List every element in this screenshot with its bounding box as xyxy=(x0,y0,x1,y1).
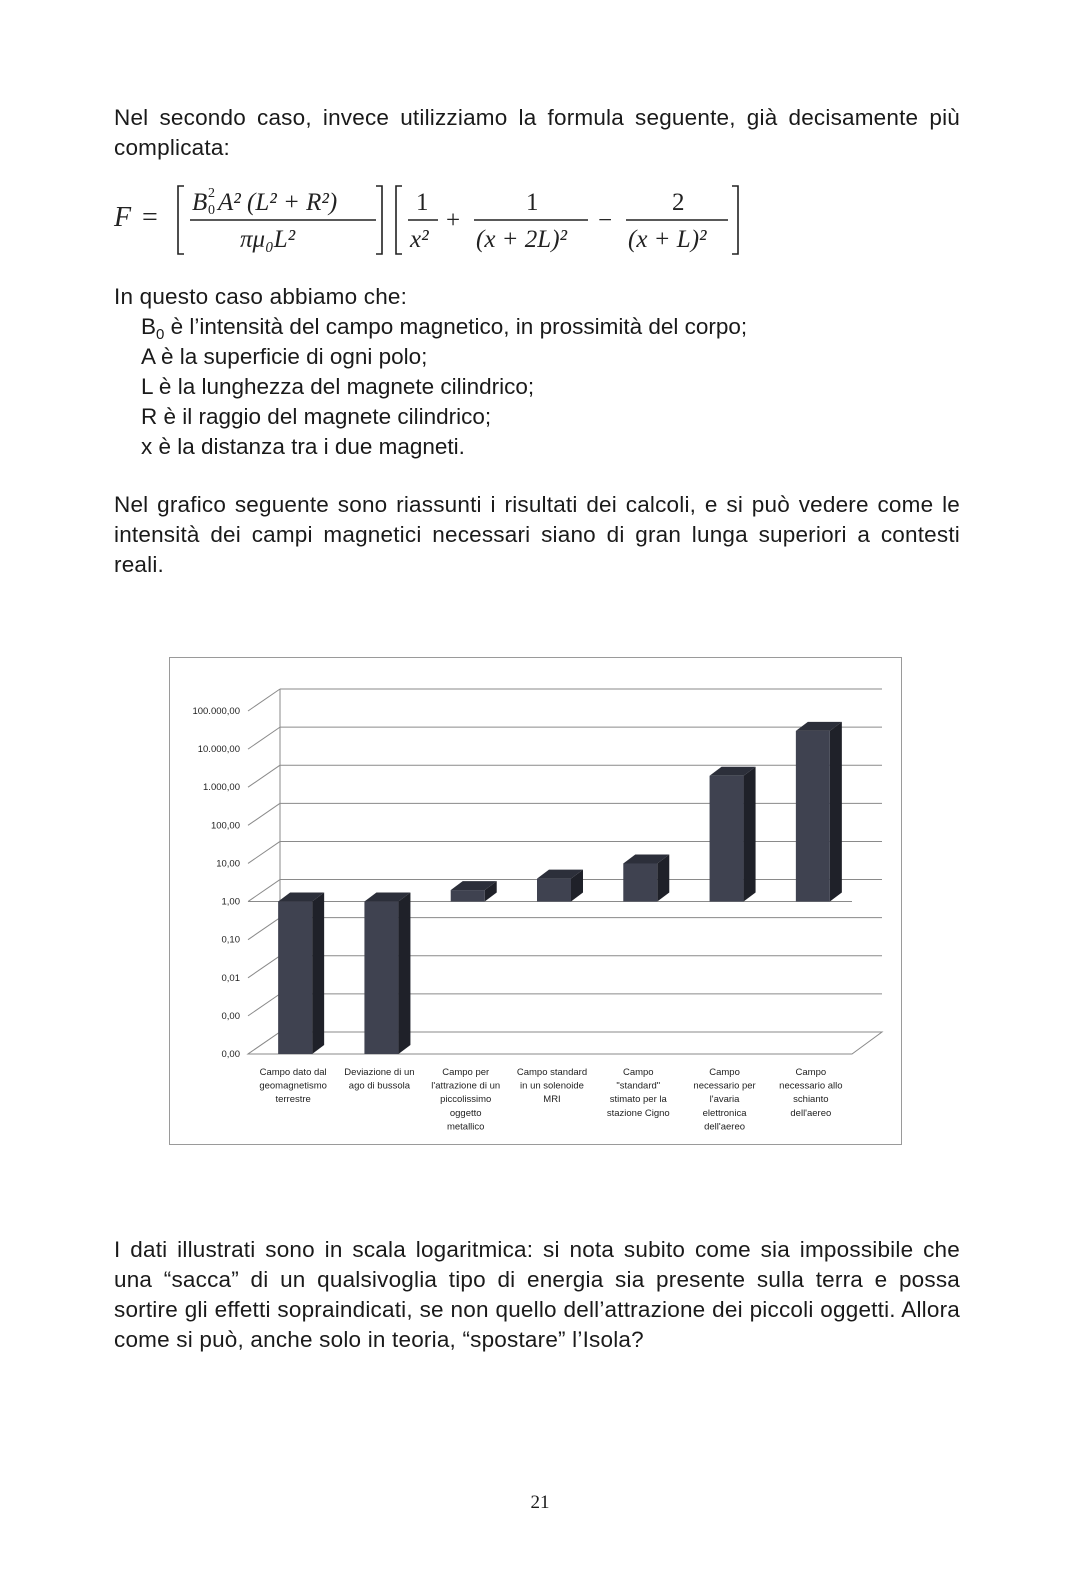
y-tick-label: 100.000,00 xyxy=(192,706,240,717)
formula-b-sup: 2 xyxy=(208,186,215,201)
chart-canvas xyxy=(170,658,903,1146)
x-tick-label: dell'aereo xyxy=(704,1121,746,1133)
x-tick-label: schianto xyxy=(793,1094,829,1106)
y-tick-label: 1,00 xyxy=(221,896,240,908)
bar xyxy=(278,902,312,1054)
gridline-side xyxy=(248,689,280,711)
bar xyxy=(364,902,398,1054)
x-tick-label: in un solenoide xyxy=(520,1080,584,1092)
formula-one-a: 1 xyxy=(416,189,429,216)
x-tick-label: Campo xyxy=(622,1067,654,1078)
formula-b-sub: 0 xyxy=(208,203,215,218)
conclusion-paragraph: I dati illustrati sono in scala logaritmica: si nota subito come sia impossibile che una “sacca” di un qualsivoglia tipo di energia sia presente sulla terra e possa sortire gli effetti sopraindicati, se non quello dell’attrazione dei piccoli oggetti. Allora come si può, anche solo in teoria, “spostare” l’Isola? xyxy=(114,1237,960,1352)
formula-two: 2 xyxy=(672,189,685,216)
x-tick-label: dell'aereo xyxy=(790,1107,832,1119)
x-tick-label: "standard" xyxy=(616,1080,661,1092)
bar-side xyxy=(312,893,324,1054)
gridline-side xyxy=(248,727,280,749)
formula-den4: (x + L)² xyxy=(628,226,707,253)
gridline-side xyxy=(248,994,280,1016)
y-tick-label: 0,10 xyxy=(221,934,240,946)
bar xyxy=(537,879,571,902)
b0-subscript: 0 xyxy=(156,326,165,343)
definitions-list xyxy=(141,312,747,462)
x-tick-label: piccolissimo xyxy=(440,1094,492,1106)
bar xyxy=(710,776,744,902)
x-tick-label: oggetto xyxy=(449,1107,482,1119)
gridline-side xyxy=(248,956,280,978)
chart-floor xyxy=(248,1032,882,1054)
x-tick-label: necessario per xyxy=(693,1080,756,1092)
log-bar-chart xyxy=(169,657,902,1145)
definition-x: x è la distanza tra i due magneti. xyxy=(141,434,465,459)
bar-side xyxy=(830,722,842,902)
formula-plus: + xyxy=(446,207,461,234)
formula-equals: = xyxy=(142,202,158,233)
y-tick-label: 0,00 xyxy=(221,1010,240,1022)
formula-den3: (x + 2L)² xyxy=(476,226,568,253)
intro-paragraph: Nel secondo caso, invece utilizziamo la formula seguente, già decisamente più complicata: xyxy=(114,105,960,160)
formula-one-b: 1 xyxy=(526,189,539,216)
definition-b0 xyxy=(141,312,747,342)
formula-den2: x² xyxy=(410,226,429,253)
y-tick-label: 100,00 xyxy=(210,820,240,832)
x-tick-label: stazione Cigno xyxy=(606,1107,670,1119)
x-tick-label: Campo xyxy=(795,1067,827,1078)
bar xyxy=(623,863,657,901)
bar xyxy=(796,731,830,902)
x-tick-label: metallico xyxy=(446,1121,485,1133)
y-tick-label: 0,01 xyxy=(221,972,240,984)
y-tick-label: 10.000,00 xyxy=(197,744,240,756)
x-tick-label: Campo dato dal xyxy=(259,1067,327,1078)
page-number: 21 xyxy=(530,1492,550,1513)
gridline-side xyxy=(248,918,280,940)
x-tick-label: geomagnetismo xyxy=(259,1080,327,1092)
x-tick-label: MRI xyxy=(543,1094,561,1106)
x-tick-label: l'attrazione di un xyxy=(431,1080,501,1092)
x-tick-label: Deviazione di un xyxy=(344,1067,415,1078)
formula-num1: A² (L² + R²) xyxy=(218,189,338,216)
bar-side xyxy=(398,893,410,1054)
x-tick-label: ago di bussola xyxy=(348,1080,411,1092)
gridline-side xyxy=(248,803,280,825)
y-tick-label: 0,00 xyxy=(221,1049,240,1060)
b0-text: è l’intensità del campo magnetico, in prossimità del corpo; xyxy=(164,314,748,339)
definition-a: A è la superficie di ogni polo; xyxy=(141,344,428,369)
x-tick-label: Campo per xyxy=(442,1067,490,1078)
formula-den1: πμ₀L² xyxy=(240,226,296,253)
formula-minus: − xyxy=(598,207,613,234)
bar-side xyxy=(744,767,756,902)
gridline-side xyxy=(248,880,280,902)
x-tick-label: terrestre xyxy=(275,1094,311,1106)
x-tick-label: Campo standard xyxy=(516,1067,588,1078)
y-tick-label: 1.000,00 xyxy=(203,782,240,794)
b0-symbol: B xyxy=(141,314,157,339)
definition-l: L è la lunghezza del magnete cilindrico; xyxy=(141,374,535,399)
bar xyxy=(451,890,485,901)
gridline-side xyxy=(248,765,280,787)
definitions-lead: In questo caso abbiamo che: xyxy=(114,284,408,309)
force-formula xyxy=(112,180,752,260)
y-tick-label: 10,00 xyxy=(216,858,240,870)
chart-intro-paragraph: Nel grafico seguente sono riassunti i risultati dei calcoli, e si può vedere come le intensità dei campi magnetici necessari siano di gran lunga superiori a contesti reali. xyxy=(114,492,960,577)
formula-b: B xyxy=(192,189,208,216)
x-tick-label: l'avaria xyxy=(709,1094,740,1106)
x-tick-label: necessario allo xyxy=(779,1080,843,1092)
gridline-side xyxy=(248,841,280,863)
definition-r: R è il raggio del magnete cilindrico; xyxy=(141,404,492,429)
x-tick-label: elettronica xyxy=(702,1107,747,1119)
x-tick-label: stimato per la xyxy=(609,1094,667,1106)
x-tick-label: Campo xyxy=(709,1067,740,1078)
formula-lhs: F xyxy=(114,202,132,233)
